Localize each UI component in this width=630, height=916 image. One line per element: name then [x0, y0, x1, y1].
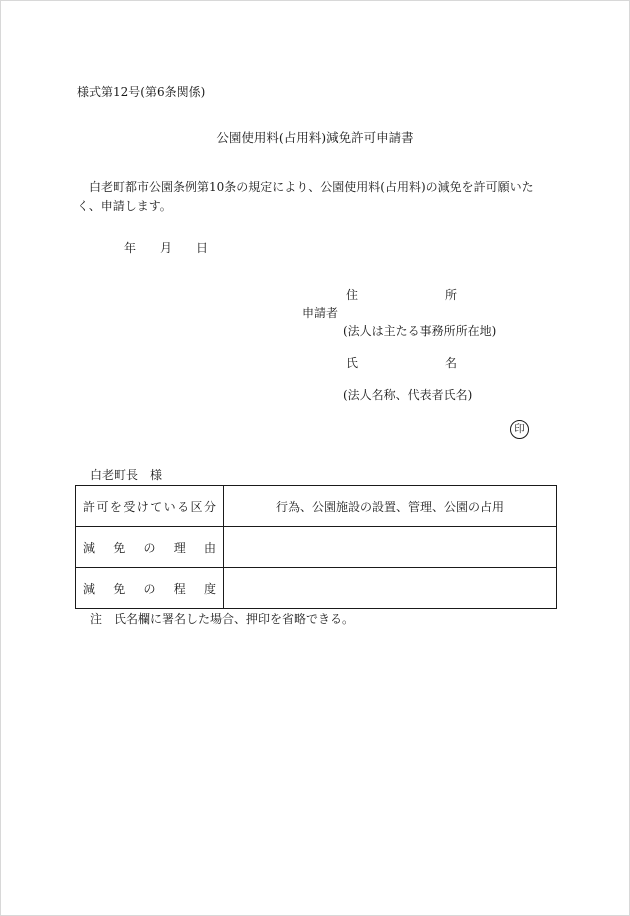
form-number: 様式第12号(第6条関係) [77, 85, 206, 99]
addressee: 白老町長 様 [90, 468, 163, 482]
seal-mark: 印 [510, 420, 529, 439]
body-text: 白老町都市公園条例第10条の規定により、公園使用料(占用料)の減免を許可願いたく、申請します。 [77, 180, 534, 213]
date-year-label: 年 [124, 241, 137, 255]
address-note: (法人は主たる事務所所在地) [343, 324, 497, 338]
table-row [76, 527, 557, 568]
name-label-part2: 名 [445, 356, 458, 370]
date-month-label: 月 [160, 241, 173, 255]
row-value-reduction-reason[interactable] [224, 527, 557, 568]
table-row [76, 568, 557, 609]
row-value-reduction-degree[interactable] [224, 568, 557, 609]
document-title: 公園使用料(占用料)減免許可申請書 [216, 130, 414, 145]
date-day-label: 日 [196, 241, 209, 255]
name-label-part1: 氏 [346, 356, 359, 370]
address-label-part2: 所 [445, 288, 458, 302]
row-label-reduction-degree: 減免の程度 [76, 568, 224, 609]
footnote: 注 氏名欄に署名した場合、押印を省略できる。 [90, 612, 355, 626]
application-table [75, 485, 557, 609]
row-label-reduction-reason: 減免の理由 [76, 527, 224, 568]
name-note: (法人名称、代表者氏名) [343, 388, 473, 402]
row-label-permit-category: 許可を受けている区分 [76, 486, 224, 527]
address-label-part1: 住 [346, 288, 359, 302]
applicant-label: 申請者 [302, 306, 339, 320]
row-value-permit-category[interactable]: 行為、公園施設の設置、管理、公園の占用 [224, 486, 557, 527]
table-row [76, 486, 557, 527]
